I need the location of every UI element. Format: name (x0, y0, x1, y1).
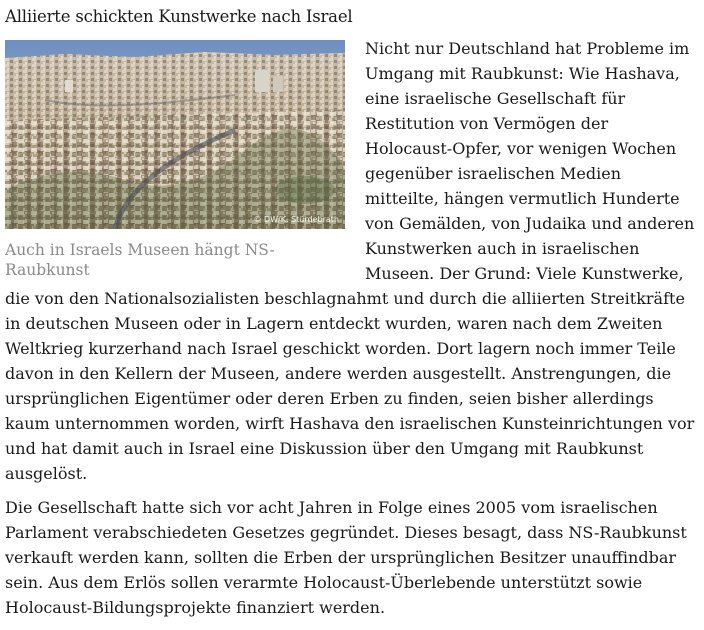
city-photo[interactable] (5, 40, 345, 229)
paragraph-2: Die Gesellschaft hatte sich vor acht Jahren in Folge eines 2005 vom israelischen Parlament verabschiedeten Gesetzes gegründet. Dieses besagt, dass NS-Raubkunst verkauft werden kann, sollten die Erben der ursprünglichen Besitzer unauffindbar sein. Aus dem Erlös sollen verarmte Holocaust-Überlebende unterstützt sowie Holocaust-Bildungsprojekte finanziert werden. (5, 498, 687, 617)
image-caption: Auch in Israels Museen hängt NS-Raubkunst (5, 241, 275, 279)
article-figure (5, 40, 347, 280)
paragraph-1: Nicht nur Deutschland hat Probleme im Umgang mit Raubkunst: Wie Hashava, eine israelische Gesellschaft für Restitution von Vermögen der Holocaust-Opfer, vor wenigen Wochen gegenüber israelischen Medien mitteilte, hängen vermutlich Hunderte von Gemälden, von Judaika und anderen Kunstwerken auch in israelischen Museen. Der Grund: Viele Kunstwerke, die von den Nationalsozialisten beschlagnahmt und durch die alliierten Streitkräfte in deutschen Museen oder in Lagern entdeckt wurden, waren nach dem Zweiten Weltkrieg kurzerhand nach Israel geschickt worden. Dort lagern noch immer Teile davon in den Kellern der Museen, andere werden ausgestellt. Anstrengungen, die ursprünglichen Eigentümer oder deren Erben zu finden, seien bisher allerdings kaum unternommen worden, wirft Hashava den israelischen Kunsteinrichtungen vor und hat damit auch in Israel eine Diskussion über den Umgang mit Raubkunst ausgelöst. (5, 39, 695, 483)
image-credit: © DW/K. Stürdebrath (253, 215, 339, 224)
article-headline: Alliierte schickten Kunstwerke nach Israel (5, 7, 353, 26)
